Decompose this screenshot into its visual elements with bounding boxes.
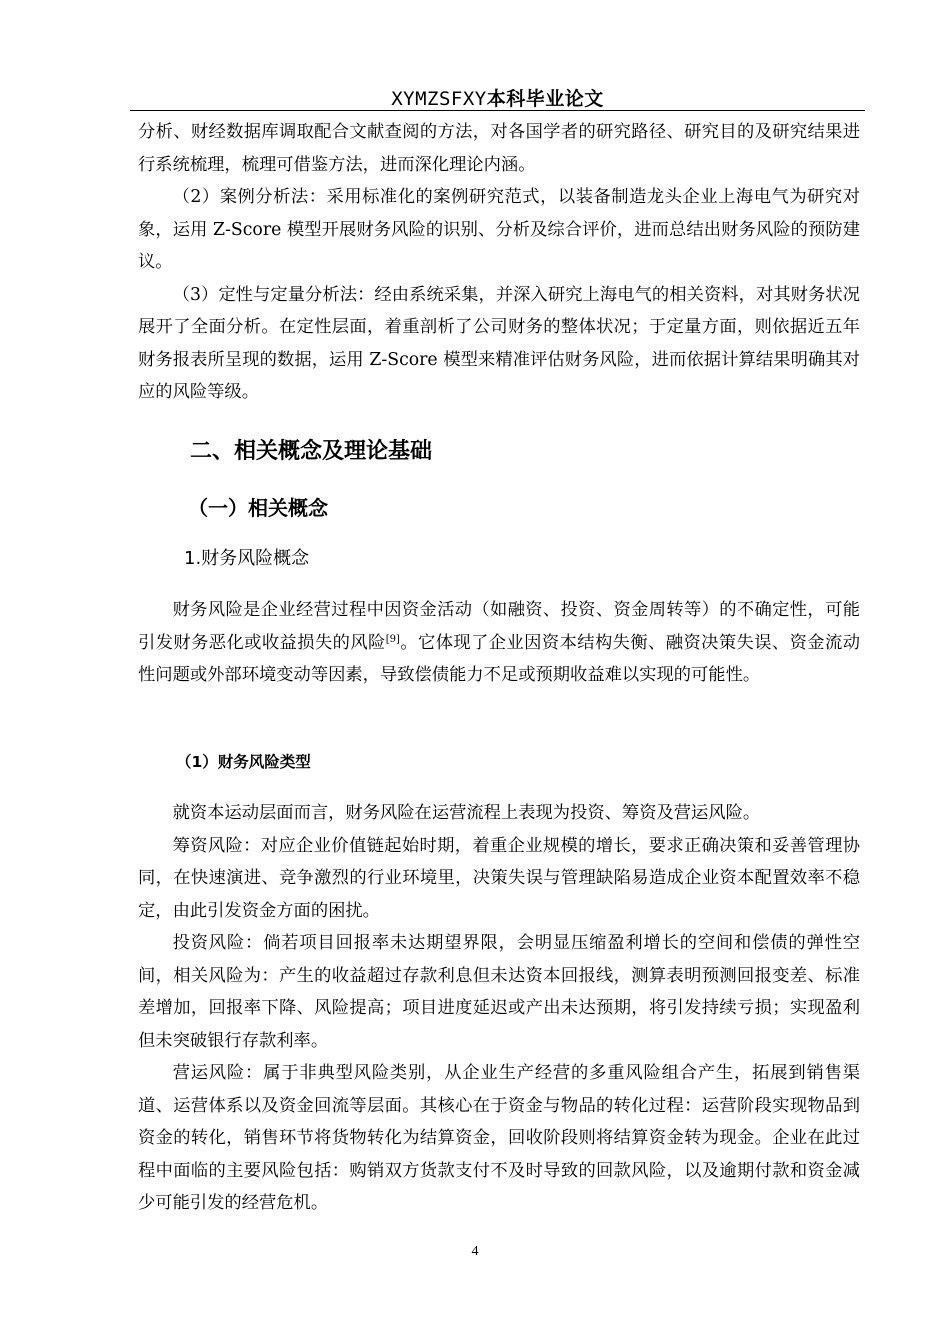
- paragraph-financial-risk-concept: [138, 594, 860, 692]
- paragraph-method-continued: 分析、财经数据库调取配合文献查阅的方法，对各国学者的研究路径、研究目的及研究结果进行系统梳理，梳理可借鉴方法，进而深化理论内涵。: [138, 122, 860, 175]
- concept-text-after: 。它体现了企业因资本结构失衡、融资决策失误、资金流动性问题或外部环境变动等因素，导致偿债能力不足或预期收益难以实现的可能性。: [138, 632, 860, 685]
- paragraph-financing-risk: 筹资风险：对应企业价值链起始时期，着重企业规模的增长，要求正确决策和妥善管理协同，在快速演进、竞争激烈的行业环境里，决策失误与管理缺陷易造成企业资本配置效率不稳定，由此引发资金方面的困扰。: [138, 835, 860, 921]
- paragraph-case-analysis: （2）案例分析法：采用标准化的案例研究范式，以装备制造龙头企业上海电气为研究对象，运用 Z-Score 模型开展财务风险的识别、分析及综合评价，进而总结出财务风险的预防建议。: [138, 187, 860, 272]
- concept-text-before: 财务风险是企业经营过程中因资金活动（如融资、投资、资金周转等）的不确定性，可能引发财务恶化或收益损失的风险: [138, 600, 860, 653]
- header-latin: XYMZSFXY: [391, 88, 487, 110]
- header-title: [391, 84, 604, 111]
- citation-ref: [9]: [385, 633, 400, 645]
- header-cjk: 本科毕业论文: [486, 88, 604, 110]
- paragraph-qualitative-quantitative: （3）定性与定量分析法：经由系统采集，并深入研究上海电气的相关资料，对其财务状况展开了全面分析。在定性层面，着重剖析了公司财务的整体状况；于定量方面，则依据近五年财务报表所呈现的数据，运用 Z-Score 模型来精准评估财务风险，进而依据计算结果明确其对应的风险等级。: [138, 284, 860, 402]
- risk-types-title: （1）财务风险类型: [176, 753, 311, 771]
- paragraph-capital-movement: 就资本运动层面而言，财务风险在运营流程上表现为投资、筹资及营运风险。: [172, 803, 761, 823]
- paragraph-operating-risk: 营运风险：属于非典型风险类别，从企业生产经营的多重风险组合产生，拓展到销售渠道、运营体系以及资金回流等层面。其核心在于资金与物品的转化过程：运营阶段实现物品到资金的转化，销售环节将货物转化为结算资金，回收阶段则将结算资金转为现金。企业在此过程中面临的主要风险包括：购销双方货款支付不及时导致的回款风险，以及逾期付款和资金减少可能引发的经营危机。: [138, 1063, 860, 1213]
- subsubsection-title: 1.财务风险概念: [184, 548, 310, 569]
- section-title: 二、相关概念及理论基础: [190, 439, 433, 464]
- paragraph-investment-risk: 投资风险：倘若项目回报率未达期望界限，会明显压缩盈利增长的空间和偿债的弹性空间，相关风险为：产生的收益超过存款利息但未达资本回报线，测算表明预测回报变差、标准差增加，回报率下降、风险提高；项目进度延迟或产出未达预期，将引发持续亏损；实现盈利但未突破银行存款利率。: [138, 933, 860, 1051]
- risk-types-block: [138, 797, 860, 1220]
- page-header: [130, 80, 865, 111]
- page-number: 4: [471, 1244, 479, 1259]
- intro-paragraphs: [138, 116, 860, 409]
- concept-block: [138, 594, 860, 692]
- subsection-title: （一）相关概念: [188, 496, 328, 520]
